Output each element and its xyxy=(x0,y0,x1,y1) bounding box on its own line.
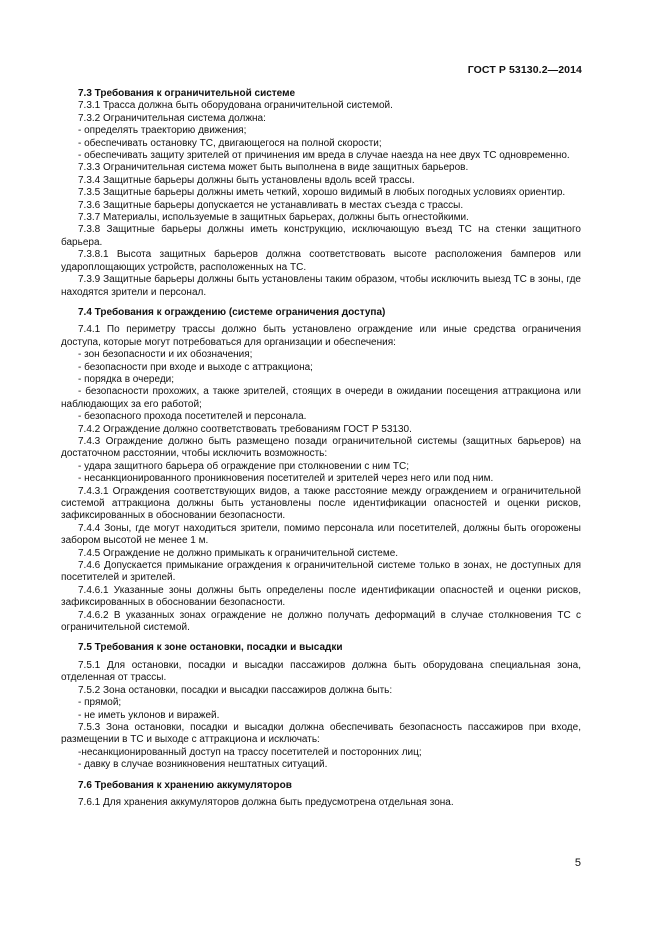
list-item: - безопасности прохожих, а также зрителей, стоящих в очереди в ожидании посещения аттракциона или наблюдающих за его работой; xyxy=(61,386,581,410)
paragraph: 7.5.2 Зона остановки, посадки и высадки пассажиров должна быть: xyxy=(78,684,393,696)
list-item: - обеспечивать остановку ТС, двигающегося на полной скорости; xyxy=(78,137,382,149)
list-item: - безопасного прохода посетителей и персонала. xyxy=(78,411,307,423)
list-item: - безопасности при входе и выходе с аттракциона; xyxy=(78,361,313,373)
paragraph: 7.3.1 Трасса должна быть оборудована ограничительной системой. xyxy=(78,100,393,112)
paragraph: 7.3.7 Материалы, используемые в защитных барьерах, должны быть огнестойкими. xyxy=(78,212,469,224)
section-heading-7-4: 7.4 Требования к ограждению (системе ограничения доступа) xyxy=(78,306,386,318)
paragraph: 7.4.3.1 Ограждения соответствующих видов, а также расстояние между ограждением и ограничительной системой аттракциона должны быть установлены после идентификации опасностей и оценки рисков, зафиксированных в обосновании безопасности. xyxy=(61,485,581,522)
paragraph: 7.3.4 Защитные барьеры должны быть установлены вдоль всей трассы. xyxy=(78,174,415,186)
paragraph: 7.4.1 По периметру трассы должно быть установлено ограждение или иные средства ограничения доступа, которые могут потребоваться для организации и обеспечения: xyxy=(61,324,581,348)
paragraph: 7.6.1 Для хранения аккумуляторов должна быть предусмотрена отдельная зона. xyxy=(78,796,454,808)
list-item: - обеспечивать защиту зрителей от причинения им вреда в случае наезда на нее двух ТС одновременно. xyxy=(78,150,570,162)
paragraph: 7.5.1 Для остановки, посадки и высадки пассажиров должна быть оборудована специальная зона, отделенная от трассы. xyxy=(61,659,581,684)
page-number: 5 xyxy=(574,857,581,869)
paragraph: 7.3.6 Защитные барьеры допускается не устанавливать в местах съезда с трассы. xyxy=(78,199,464,211)
list-item: -несанкционированный доступ на трассу посетителей и посторонних лиц; xyxy=(78,746,422,758)
list-item: - зон безопасности и их обозначения; xyxy=(78,349,253,361)
paragraph: 7.3.8 Защитные барьеры должны иметь конструкцию, исключающую въезд ТС на стенки защитного барьера. xyxy=(61,224,581,248)
paragraph: 7.4.5 Ограждение не должно примыкать к ограничительной системе. xyxy=(78,547,399,559)
paragraph: 7.5.3 Зона остановки, посадки и высадки должна обеспечивать безопасность пассажиров при входе, размещении в ТС и выходе с аттракциона и исключать: xyxy=(61,721,581,746)
list-item: - несанкционированного проникновения посетителей и зрителей через него или под ним. xyxy=(78,473,494,485)
paragraph: 7.3.3 Ограничительная система может быть выполнена в виде защитных барьеров. xyxy=(78,162,469,174)
paragraph: 7.4.3 Ограждение должно быть размещено позади ограничительной системы (защитных барьеров) на достаточном расстоянии, чтобы исключить возможность: xyxy=(61,435,581,460)
paragraph: 7.4.2 Ограждение должно соответствовать требованиям ГОСТ Р 53130. xyxy=(78,423,412,435)
paragraph: 7.3.2 Ограничительная система должна: xyxy=(78,112,266,124)
list-item: - порядка в очереди; xyxy=(78,373,175,385)
list-item: - прямой; xyxy=(78,697,122,709)
paragraph: 7.4.6.2 В указанных зонах ограждение не должно получать деформаций в случае столкновения ТС с ограничительной системой. xyxy=(61,609,581,634)
paragraph: 7.3.8.1 Высота защитных барьеров должна соответствовать высоте расположения бамперов или удароплощающих устройств, расположенных на ТС. xyxy=(61,249,581,273)
section-heading-7-5: 7.5 Требования к зоне остановки, посадки и высадки xyxy=(78,642,343,654)
document-body xyxy=(61,88,581,809)
paragraph: 7.3.5 Защитные барьеры должны иметь четкий, хорошо видимый в любых погодных условиях ориентир. xyxy=(78,187,566,199)
list-item: - определять траекторию движения; xyxy=(78,125,247,137)
list-item: - удара защитного барьера об ограждение при столкновении с ним ТС; xyxy=(78,460,410,472)
paragraph: 7.3.9 Защитные барьеры должны быть установлены таким образом, чтобы исключить выезд ТС в зоны, где находятся зрители и персонал. xyxy=(61,274,581,298)
paragraph: 7.4.6.1 Указанные зоны должны быть определены после идентификации опасностей и оценки рисков, зафиксированных в обосновании безопасности. xyxy=(61,584,581,609)
paragraph: 7.4.4 Зоны, где могут находиться зрители, помимо персонала или посетителей, должны быть огорожены забором высотой не менее 1 м. xyxy=(61,522,581,547)
section-heading-7-3: 7.3 Требования к ограничительной системе xyxy=(78,88,296,99)
list-item: - давку в случае возникновения нештатных ситуаций. xyxy=(78,759,328,771)
list-item: - не иметь уклонов и виражей. xyxy=(78,709,220,721)
document-header-code: ГОСТ Р 53130.2—2014 xyxy=(467,64,582,76)
section-heading-7-6: 7.6 Требования к хранению аккумуляторов xyxy=(78,779,292,791)
paragraph: 7.4.6 Допускается примыкание ограждения к ограничительной системе только в зонах, не доступных для посетителей и зрителей. xyxy=(61,560,581,584)
